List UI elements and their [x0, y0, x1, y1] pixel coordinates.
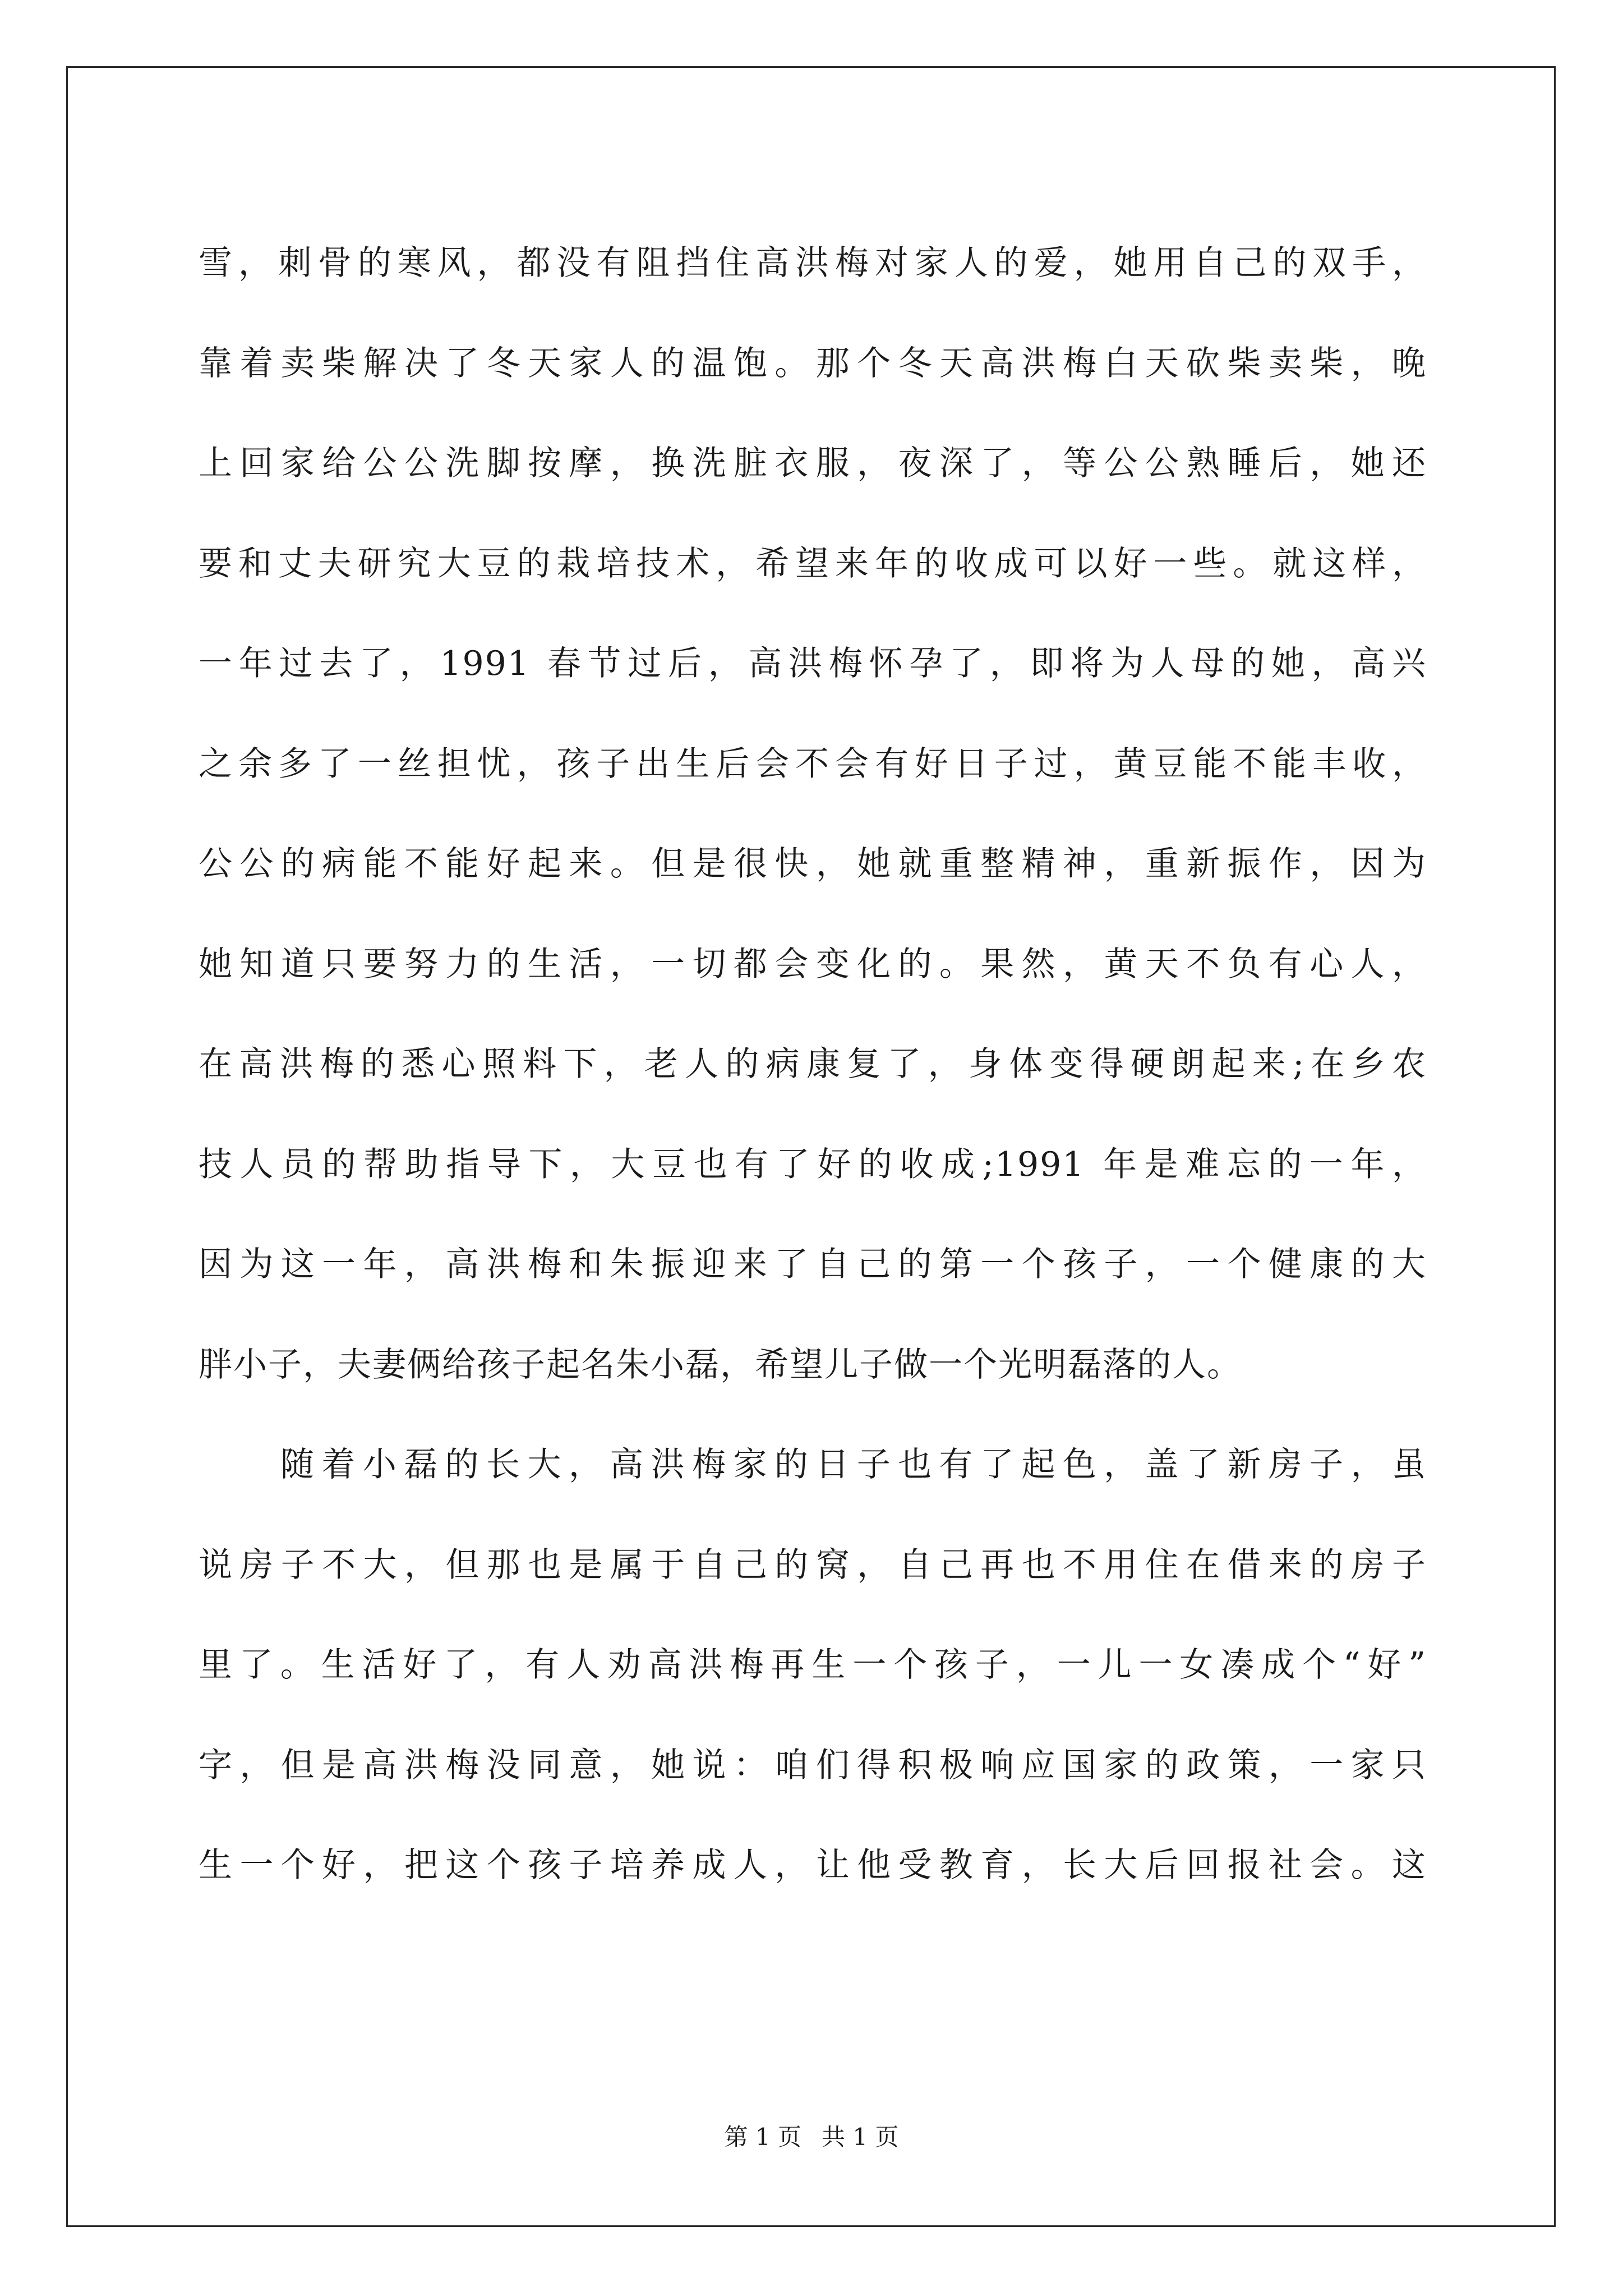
text-line: 之余多了一丝担忧，孩子出生后会不会有好日子过，黄豆能不能丰收，: [199, 744, 1427, 784]
text-line: 因为这一年，高洪梅和朱振迎来了自己的第一个孩子，一个健康的大: [199, 1245, 1427, 1284]
text-line: 她知道只要努力的生活，一切都会变化的。果然，黄天不负有心人，: [199, 944, 1427, 984]
document-body: [199, 213, 1427, 1916]
page-footer: [0, 2120, 1623, 2154]
text-line: 技人员的帮助指导下，大豆也有了好的收成;1991 年是难忘的一年，: [199, 1144, 1427, 1184]
text-line: 胖小子，夫妻俩给孩子起名朱小磊，希望儿子做一个光明磊落的人。: [199, 1345, 1242, 1384]
text-line: 一年过去了，1991 春节过后，高洪梅怀孕了，即将为人母的她，高兴: [199, 644, 1427, 683]
paragraph-start-line: 随着小磊的长大，高洪梅家的日子也有了起色，盖了新房子，虽: [280, 1445, 1427, 1484]
page-number-current: 第 1 页: [724, 2123, 801, 2151]
text-line: 里了。生活好了，有人劝高洪梅再生一个孩子，一儿一女凑成个“好”: [199, 1645, 1427, 1685]
text-line: 说房子不大，但那也是属于自己的窝，自己再也不用住在借来的房子: [199, 1545, 1427, 1585]
text-line: 在高洪梅的悉心照料下，老人的病康复了，身体变得硬朗起来;在乡农: [199, 1045, 1427, 1084]
text-line: 要和丈夫研究大豆的栽培技术，希望来年的收成可以好一些。就这样，: [199, 544, 1427, 583]
text-line: 靠着卖柴解决了冬天家人的温饱。那个冬天高洪梅白天砍柴卖柴，晚: [199, 343, 1427, 383]
text-line: 上回家给公公洗脚按摩，换洗脏衣服，夜深了，等公公熟睡后，她还: [199, 444, 1427, 483]
text-line: 生一个好，把这个孩子培养成人，让他受教育，长大后回报社会。这: [199, 1846, 1427, 1885]
text-line: 公公的病能不能好起来。但是很快，她就重整精神，重新振作，因为: [199, 844, 1427, 884]
text-line: 雪，刺骨的寒风，都没有阻挡住高洪梅对家人的爱，她用自己的双手，: [199, 243, 1427, 283]
text-line: 字，但是高洪梅没同意，她说：咱们得积极响应国家的政策，一家只: [199, 1745, 1427, 1785]
page-number-total: 共 1 页: [822, 2123, 899, 2151]
